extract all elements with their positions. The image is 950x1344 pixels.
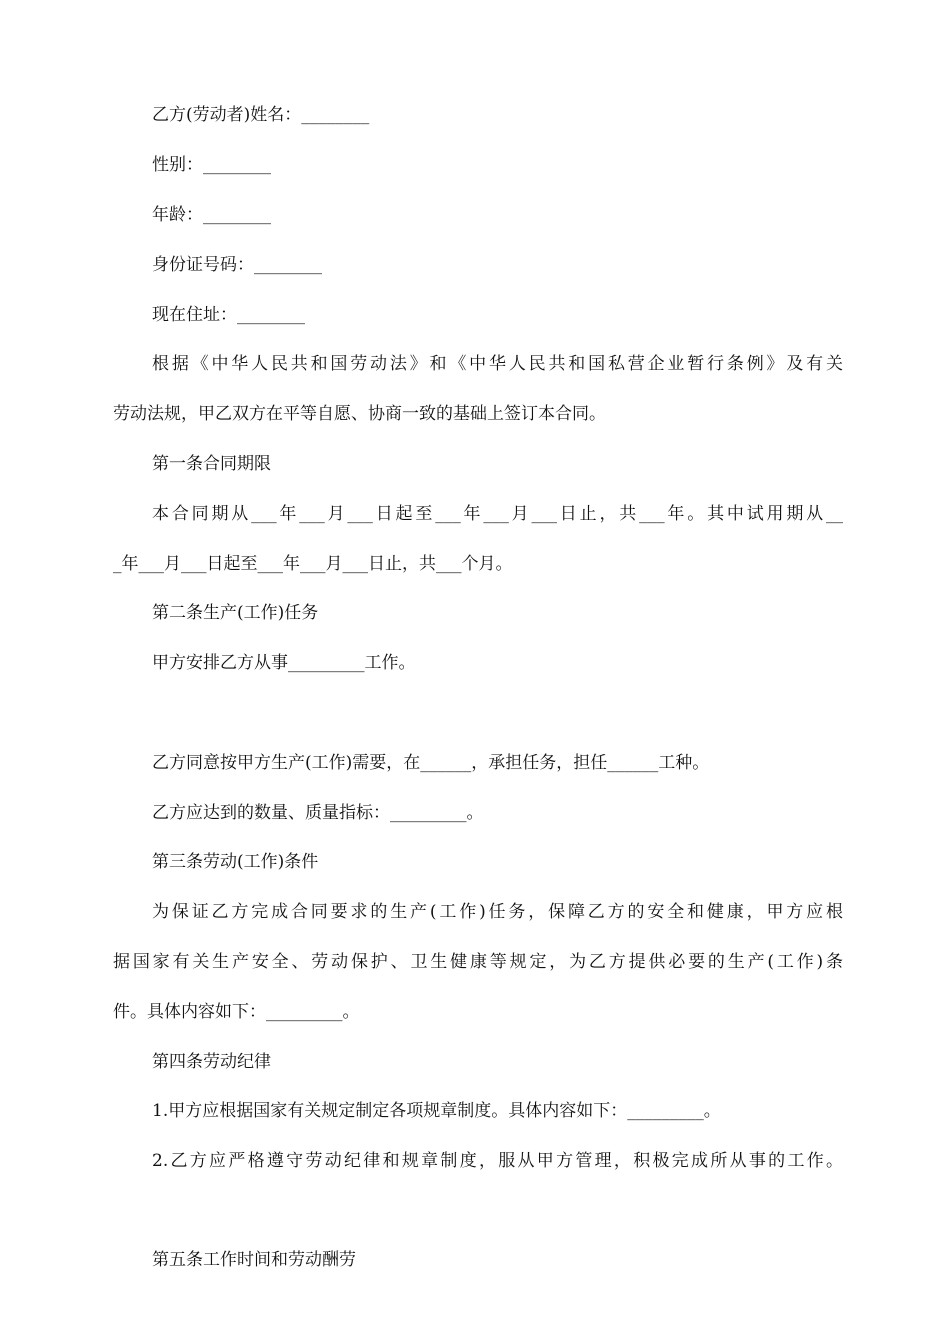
gender-line: 性别：________: [152, 155, 271, 175]
article-3-heading: 第三条劳动(工作)条件: [152, 852, 319, 872]
address-line: 现在住址：________: [152, 305, 305, 325]
article-2-line-3: 乙方应达到的数量、质量指标：_________。: [152, 803, 484, 823]
party-b-name-line: 乙方(劳动者)姓名：________: [152, 105, 370, 125]
article-1-heading: 第一条合同期限: [152, 454, 271, 474]
article-3-line-1: 为保证乙方完成合同要求的生产(工作)任务，保障乙方的安全和健康，甲方应根: [152, 902, 843, 922]
article-5-heading: 第五条工作时间和劳动酬劳: [152, 1250, 356, 1270]
article-1-line-1: 本合同期从___年___月___日起至___年___月___日止，共___年。其中试用期从__: [152, 504, 843, 524]
article-2-heading: 第二条生产(工作)任务: [152, 603, 319, 623]
age-line: 年龄：________: [152, 205, 271, 225]
article-4-item-1: 1.甲方应根据国家有关规定制定各项规章制度。具体内容如下：_________。: [152, 1101, 721, 1121]
article-4-heading: 第四条劳动纪律: [152, 1052, 271, 1072]
id-number-line: 身份证号码：________: [152, 255, 322, 275]
preamble-line-2: 劳动法规，甲乙双方在平等自愿、协商一致的基础上签订本合同。: [113, 404, 606, 424]
preamble-line-1: 根据《中华人民共和国劳动法》和《中华人民共和国私营企业暂行条例》及有关: [152, 354, 843, 374]
article-3-line-3: 件。具体内容如下：_________。: [113, 1002, 360, 1022]
article-1-line-2: _年___月___日起至___年___月___日止，共___个月。: [113, 554, 513, 574]
article-2-line-2: 乙方同意按甲方生产(工作)需要，在______，承担任务，担任______工种。: [152, 753, 710, 773]
article-3-line-2: 据国家有关生产安全、劳动保护、卫生健康等规定，为乙方提供必要的生产(工作)条: [113, 952, 843, 972]
article-2-line-1: 甲方安排乙方从事_________工作。: [152, 653, 416, 673]
article-4-item-2: 2.乙方应严格遵守劳动纪律和规章制度，服从甲方管理，积极完成所从事的工作。: [152, 1151, 843, 1171]
